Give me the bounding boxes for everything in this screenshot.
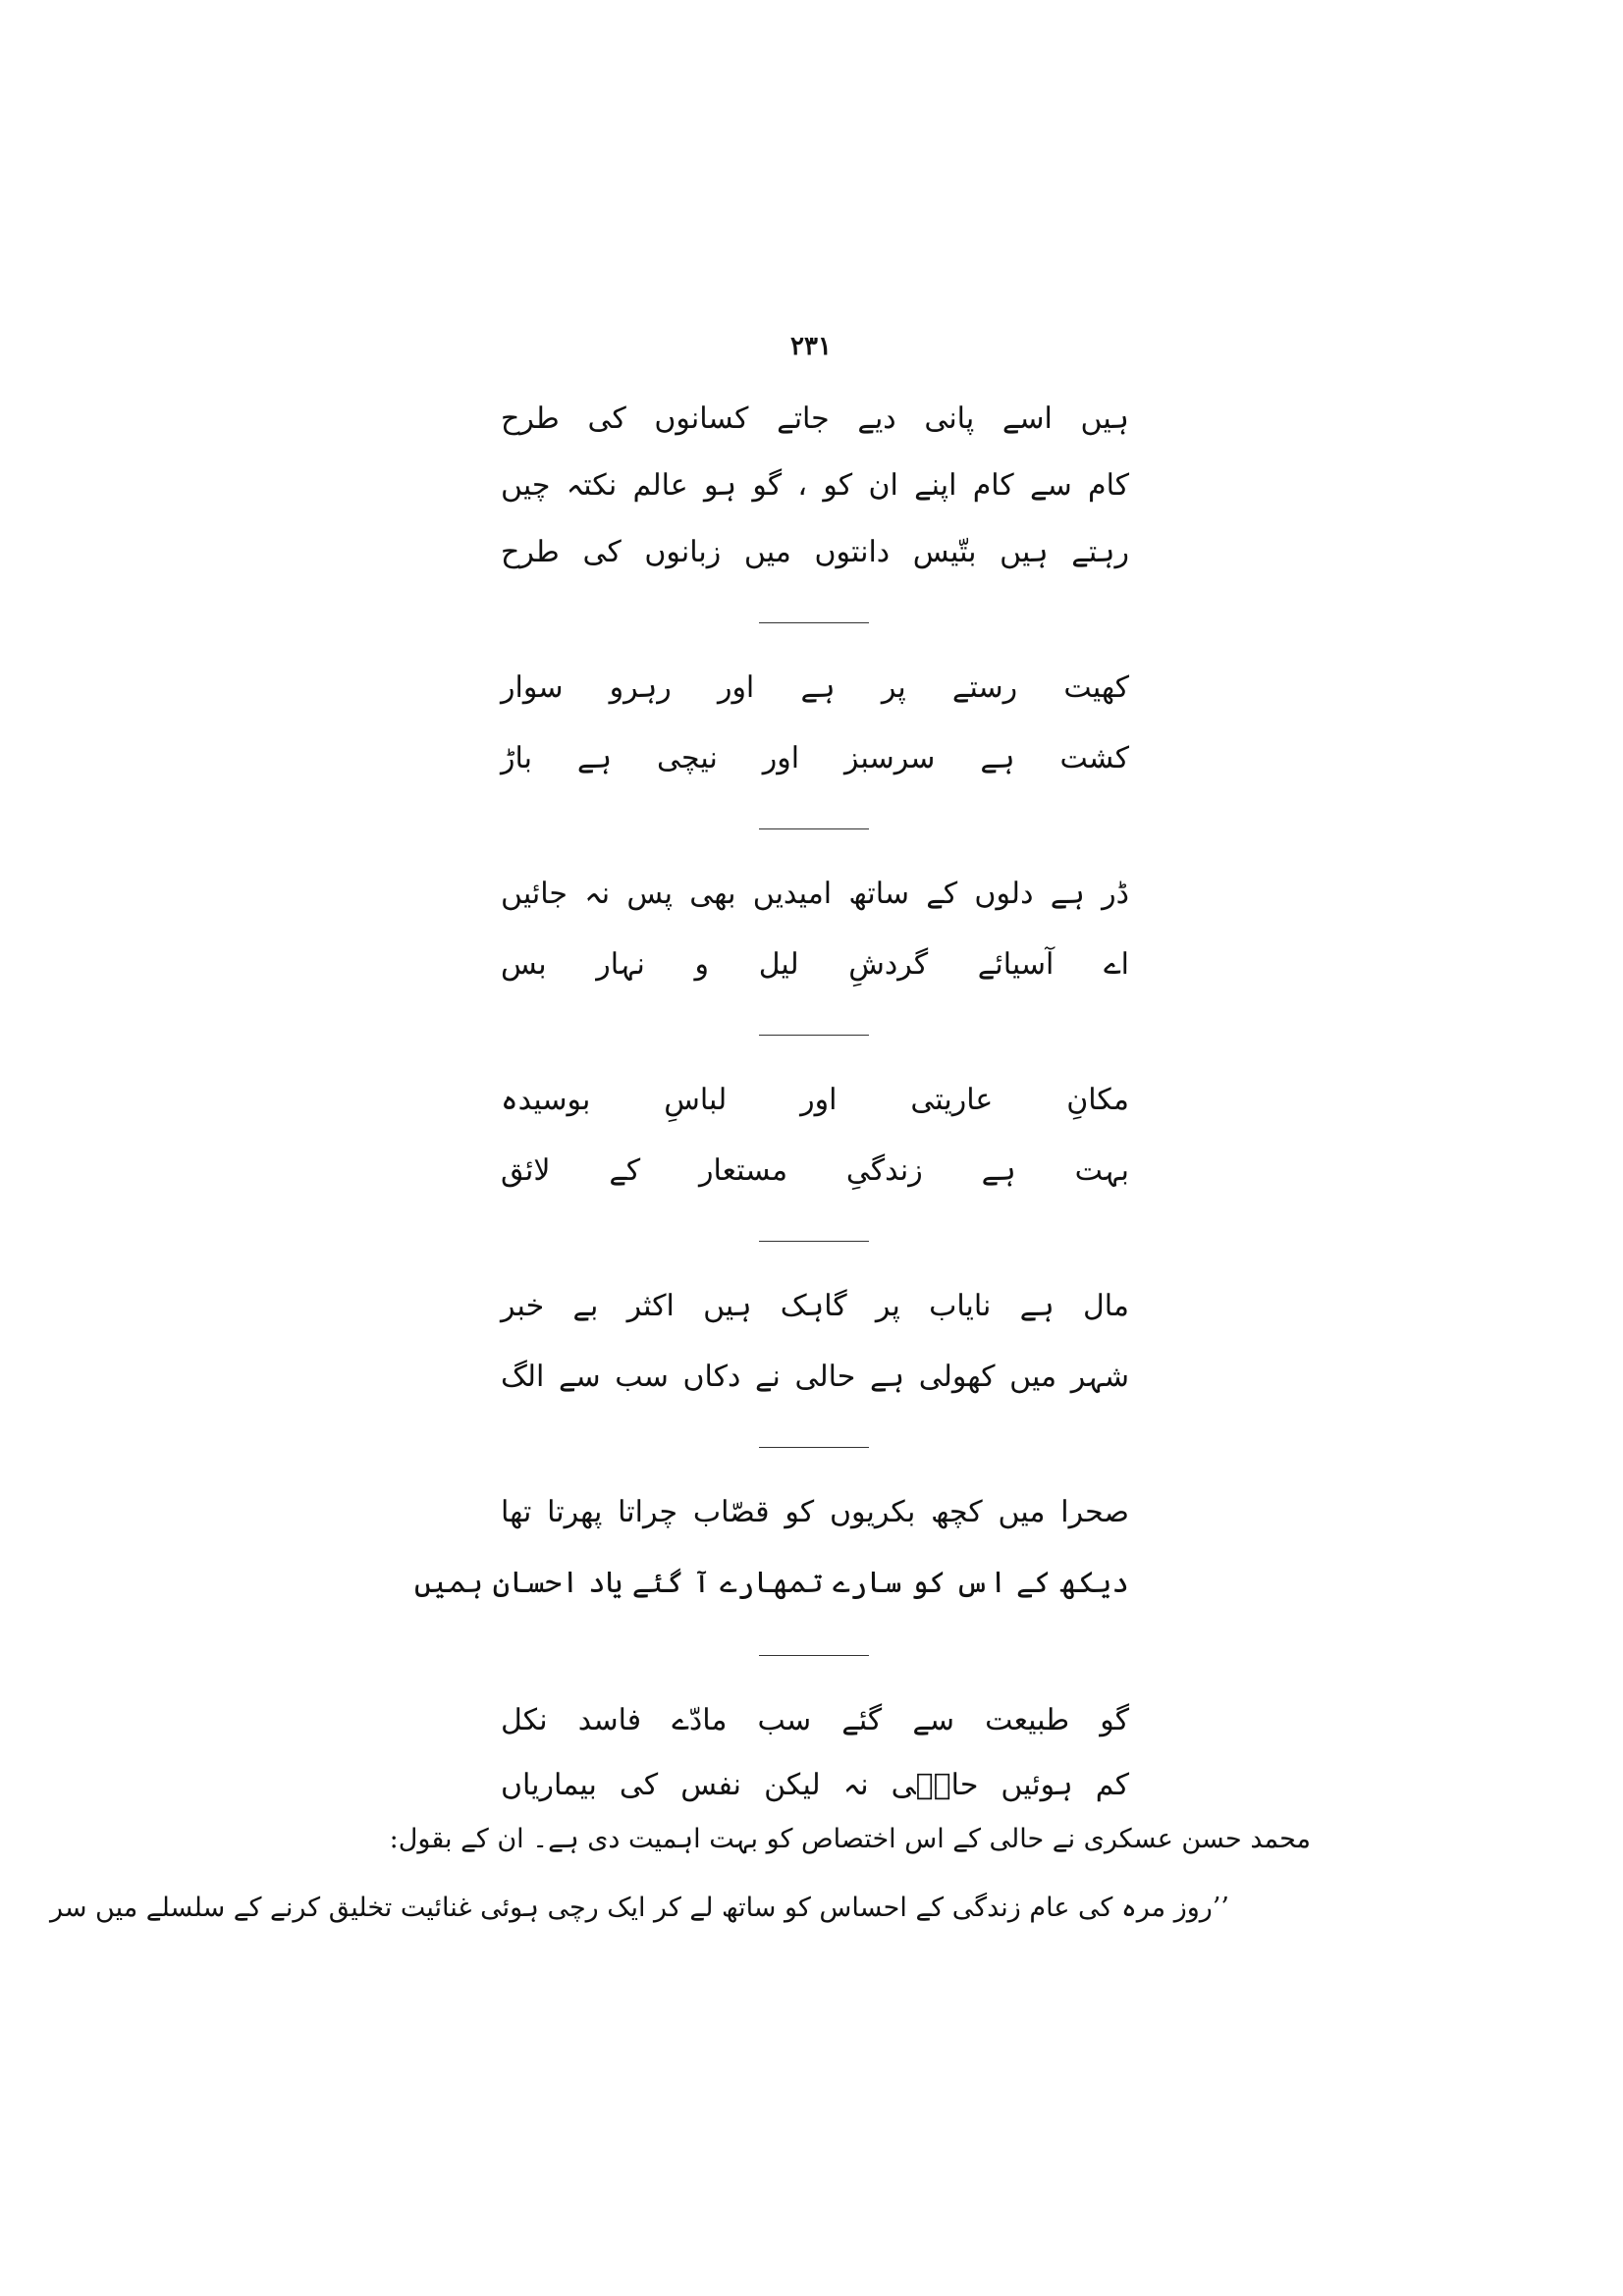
stanza-divider (759, 1241, 869, 1242)
stanza-3 (501, 870, 1129, 989)
verse-line: دیکھ کے اس کو سارے تمھارے آ گئے یاد احسان ہمیں (413, 1566, 1129, 1600)
verse-line: ڈر ہے دلوں کے ساتھ امیدیں بھی پس نہ جائیں (501, 877, 1129, 911)
stanza-divider (759, 622, 869, 623)
stanza-divider (759, 828, 869, 829)
verse-line: گو طبیعت سے گئے سب مادّے فاسد نکل (501, 1703, 1129, 1737)
verse-line: شہر میں کھولی ہے حالی نے دکاں سب سے الگ (501, 1360, 1129, 1394)
stanza-7 (501, 1696, 1129, 1810)
stanza-4 (501, 1076, 1129, 1196)
stanza-5 (501, 1282, 1129, 1402)
prose-quote-start: ’’روز مرہ کی عام زندگی کے احساس کو ساتھ لے کر ایک رچی ہوئی غنائیت تخلیق کرنے کے سلسلے میں سر (49, 1893, 1229, 1923)
verse-line: مکانِ عاریتی اور لباسِ بوسیدہ (501, 1083, 1129, 1117)
verse-line: کام سے کام اپنے ان کو ، گو ہو عالم نکتہ چیں (501, 468, 1129, 503)
stanza-divider (759, 1447, 869, 1448)
verse-line: صحرا میں کچھ بکریوں کو قصّاب چراتا پھرتا تھا (501, 1495, 1129, 1529)
verse-line: اے آسیائے گردشِ لیل و نہار بس (501, 947, 1129, 982)
verse-line: کشت ہے سرسبز اور نیچی ہے باڑ (501, 741, 1129, 775)
stanza-divider (759, 1035, 869, 1036)
verse-line: رہتے ہیں بتّیس دانتوں میں زبانوں کی طرح (501, 535, 1129, 569)
verse-line: مال ہے نایاب پر گاہک ہیں اکثر بے خبر (501, 1289, 1129, 1323)
stanza-divider (759, 1655, 869, 1656)
verse-line: کھیت رستے پر ہے اور رہرو سوار (501, 670, 1129, 705)
verse-line: ہیں اسے پانی دیے جاتے کسانوں کی طرح (501, 401, 1129, 436)
stanza-1 (501, 395, 1129, 577)
verse-line: بہت ہے زندگیِ مستعار کے لائق (501, 1153, 1129, 1188)
page-number: ۲۳۱ (790, 332, 832, 361)
verse-line: کم ہوئیں حالؔی نہ لیکن نفس کی بیماریاں (501, 1768, 1129, 1802)
stanza-6 (413, 1488, 1129, 1608)
prose-intro: محمد حسن عسکری نے حالی کے اس اختصاص کو بہت اہمیت دی ہے۔ ان کے بقول: (389, 1824, 1311, 1854)
stanza-2 (501, 664, 1129, 783)
